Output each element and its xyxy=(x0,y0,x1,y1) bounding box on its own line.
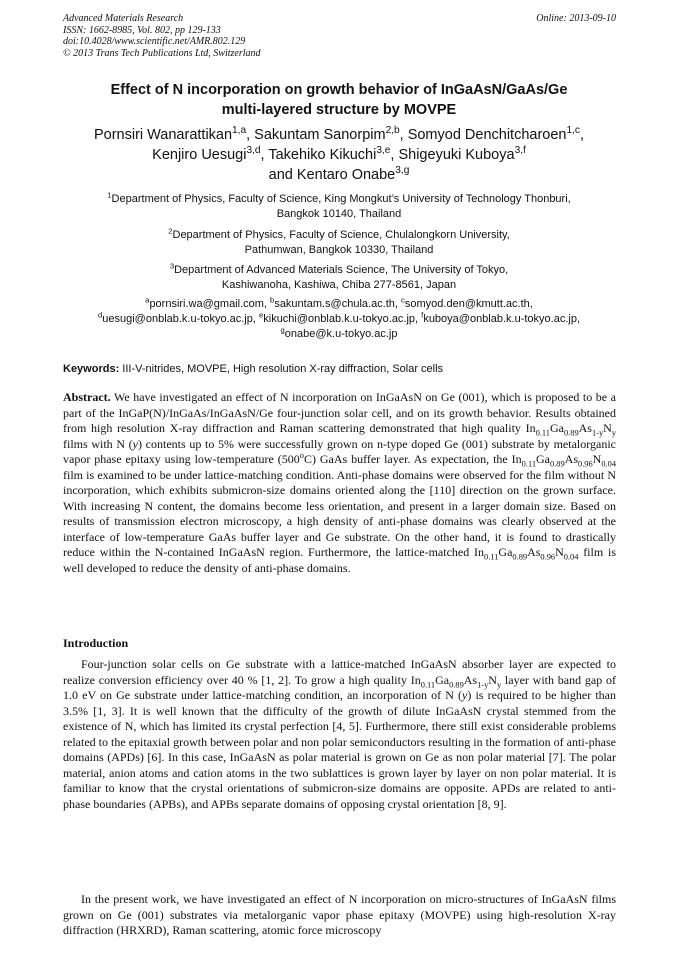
email-mark: g xyxy=(280,325,285,335)
title-line-2: multi-layered structure by MOVPE xyxy=(221,102,457,118)
subscript: 0.89 xyxy=(550,459,565,469)
subscript: 1-y xyxy=(591,428,604,438)
abstract-text: N xyxy=(592,452,602,466)
intro-text: As xyxy=(463,672,478,687)
subscript: 0.89 xyxy=(563,428,579,438)
author-name: , Takehiko Kikuchi xyxy=(260,147,377,163)
affiliation-text: Kashiwanoha, Kashiwa, Chiba 277-8561, Japan xyxy=(221,279,457,291)
abstract-text: film is examined to be under lattice-matching condition. Anti-phase domains were observed for the film without N incorporation, which exhibits submicron-size domains oriented along the [110] direction on the grown surface. With increasing N content, the domains become less orientation, and present in a larger domain size. Based on results of transmission electron microscopy, a high density of anti-phase domains was clearly observed at the interface of low-temperature GaAs buffer layer and Ge substrate. On the other hand, it is found to drastically reduce within the N-contained InGaAsN region. Furthermore, the lattice-matched In xyxy=(63,467,616,559)
author-emails xyxy=(60,297,618,342)
email-link[interactable]: kikuchi@onblab.k.u-tokyo.ac.jp, xyxy=(263,313,422,325)
keywords-label: Keywords: xyxy=(63,363,120,375)
author-affiliation-mark: 1,c xyxy=(566,125,580,137)
subscript: y xyxy=(611,428,616,438)
abstract-text: Ga xyxy=(498,545,513,559)
journal-name: Advanced Materials Research xyxy=(63,13,184,24)
variable: y xyxy=(462,688,468,702)
subscript: 0.89 xyxy=(512,552,528,562)
author-name: and Kentaro Onabe xyxy=(268,167,396,183)
intro-paragraph-2 xyxy=(63,892,616,939)
email-link[interactable]: sakuntam.s@chula.ac.th, xyxy=(274,298,402,310)
title-line-1: Effect of N incorporation on growth behavior of InGaAsN/GaAs/Ge xyxy=(110,82,568,98)
journal-header xyxy=(63,13,616,59)
author-name: , Somyod Denchitcharoen xyxy=(399,127,567,143)
intro-text: Four-junction solar cells on Ge substrate with a lattice-matched InGaAsN absorber layer are expected to realize conversion efficiency over 40 % [1, 2]. To grow a high quality In xyxy=(63,657,616,687)
email-link[interactable]: somyod.den@kmutt.ac.th, xyxy=(404,298,533,310)
affiliation-number: 2 xyxy=(168,226,173,236)
affiliation-text: Pathumwan, Bangkok 10330, Thailand xyxy=(244,244,434,256)
subscript: 0.11 xyxy=(521,459,537,469)
issn-line: ISSN: 1662-8985, Vol. 802, pp 129-133 xyxy=(63,24,221,36)
author-affiliation-mark: 1,a xyxy=(232,125,247,137)
affiliation-3 xyxy=(60,263,618,293)
email-mark: f xyxy=(421,310,424,320)
affiliation-text: Bangkok 10140, Thailand xyxy=(276,208,402,220)
abstract-text: We have investigated an effect of N incorporation on InGaAsN on Ge (001), which is proposed to be a part of the InGaP(N)/InGaAs/InGaAsN/Ge four-junction solar cell, and on its growth behavior. Results obtained from high resolution X-ray diffraction and Raman scattering demonstrated that high quality In xyxy=(63,390,616,435)
abstract-text: As xyxy=(564,452,579,466)
affiliation-text: Department of Physics, Faculty of Science, Chulalongkorn University, xyxy=(172,229,510,241)
subscript: 0.11 xyxy=(420,679,436,689)
abstract-text: Ga xyxy=(536,452,551,466)
paper-title xyxy=(70,80,608,120)
email-mark: a xyxy=(145,295,150,305)
abstract-text: N xyxy=(603,421,612,435)
affiliation-text: Department of Advanced Materials Science, The University of Tokyo, xyxy=(174,264,509,276)
author-affiliation-mark: 3,f xyxy=(514,145,526,157)
email-mark: e xyxy=(258,310,264,320)
intro-text: N xyxy=(488,672,497,687)
email-mark: b xyxy=(270,295,275,305)
abstract-text: ) contents up to 5% were successfully grown on n-type doped Ge (001) substrate by metalorganic vapor phase epitaxy using low-temperature (500 xyxy=(63,436,616,466)
subscript: 0.11 xyxy=(484,552,499,562)
author-name: , Shigeyuki Kuboya xyxy=(390,147,515,163)
abstract-text: film is well developed to reduce the density of anti-phase domains. xyxy=(63,545,616,575)
email-mark: d xyxy=(97,310,103,320)
affiliation-2 xyxy=(60,228,618,258)
abstract-text: N xyxy=(555,545,564,559)
author-separator: , xyxy=(580,127,585,143)
intro-text: layer with band gap of 1.0 eV on Ge substrate under lattice-matching condition, an incorporation of N ( xyxy=(63,672,617,702)
doi-line[interactable]: doi:10.4028/www.scientific.net/AMR.802.129 xyxy=(63,36,246,47)
subscript: 0.04 xyxy=(563,552,579,562)
author-list xyxy=(60,125,618,185)
affiliation-number: 3 xyxy=(169,261,175,271)
online-date: Online: 2013-09-10 xyxy=(536,13,616,24)
keywords xyxy=(63,362,616,377)
abstract-text: As xyxy=(527,545,541,559)
intro-text: In the present work, we have investigated an effect of N incorporation on micro-structures of InGaAsN films grown on Ge (001) substrates via metalorganic vapor phase epitaxy (MOVPE) using high-resolution X-ray diffraction (HRXRD), Raman scattering, atomic force microscopy xyxy=(63,892,616,937)
abstract xyxy=(63,390,616,576)
author-name: Kenjiro Uesugi xyxy=(152,147,247,163)
affiliation-number: 1 xyxy=(107,190,112,200)
email-link[interactable]: uesugi@onblab.k.u-tokyo.ac.jp, xyxy=(102,313,259,325)
abstract-label: Abstract. xyxy=(63,390,111,404)
abstract-text: Ga xyxy=(549,421,564,435)
affiliation-text: Department of Physics, Faculty of Science, King Mongkut’s University of Technology Thonburi, xyxy=(111,193,571,205)
email-link[interactable]: onabe@k.u-tokyo.ac.jp xyxy=(284,328,398,340)
variable: y xyxy=(132,436,138,451)
keywords-text: III-V-nitrides, MOVPE, High resolution X-ray diffraction, Solar cells xyxy=(119,363,444,375)
subscript: 0.96 xyxy=(578,459,593,469)
abstract-text: films with N ( xyxy=(63,436,133,451)
email-link[interactable]: kuboya@onblab.k.u-tokyo.ac.jp, xyxy=(423,313,581,325)
superscript: o xyxy=(299,451,304,460)
subscript: 0.04 xyxy=(601,459,616,469)
author-name: , Sakuntam Sanorpim xyxy=(246,127,386,143)
subscript: 0.89 xyxy=(449,679,464,689)
intro-text: ) is required to be higher than 3.5% [1, 3]. It is well known that the difficulty of the growth of dilute InGaAsN crystal stemmed from the existence of N, which has limited its crystal perfection [4, 5]. Furthermore, there still exist considerable problems related to the epitaxial growth between polar and non polar semiconductors resulting in the formation of anti-phase domains (APDs) [6]. In this case, InGaAsN as polar material is grown on Ge as non polar material [7]. The polar material, anion atoms and cation atoms in the two sublattices is grown layer by layer on non polar material. It is familiar to know that the crystal orientations of submicron-size domains are opposite. APDs are related to anti-phase boundaries (APBs), and APBs separate domains of opposing crystal orientation [8, 9]. xyxy=(63,688,616,811)
author-affiliation-mark: 3,d xyxy=(246,145,261,157)
subscript: 0.11 xyxy=(535,428,550,438)
intro-text: Ga xyxy=(435,672,450,687)
email-link[interactable]: pornsiri.wa@gmail.com, xyxy=(149,298,271,310)
abstract-text: C) GaAs buffer layer. As expectation, the In xyxy=(303,452,522,466)
intro-paragraph-1 xyxy=(63,657,616,812)
introduction-heading: Introduction xyxy=(63,636,129,650)
email-mark: c xyxy=(401,295,405,305)
copyright-line: © 2013 Trans Tech Publications Ltd, Switzerland xyxy=(63,47,261,59)
affiliation-1 xyxy=(60,192,618,222)
author-name: Pornsiri Wanarattikan xyxy=(93,127,233,143)
abstract-text: As xyxy=(578,421,592,435)
author-affiliation-mark: 3,g xyxy=(395,165,410,177)
subscript: y xyxy=(496,679,502,689)
subscript: 0.96 xyxy=(540,552,556,562)
author-affiliation-mark: 3,e xyxy=(376,145,391,157)
author-affiliation-mark: 2,b xyxy=(385,125,400,137)
subscript: 1-y xyxy=(477,679,489,689)
